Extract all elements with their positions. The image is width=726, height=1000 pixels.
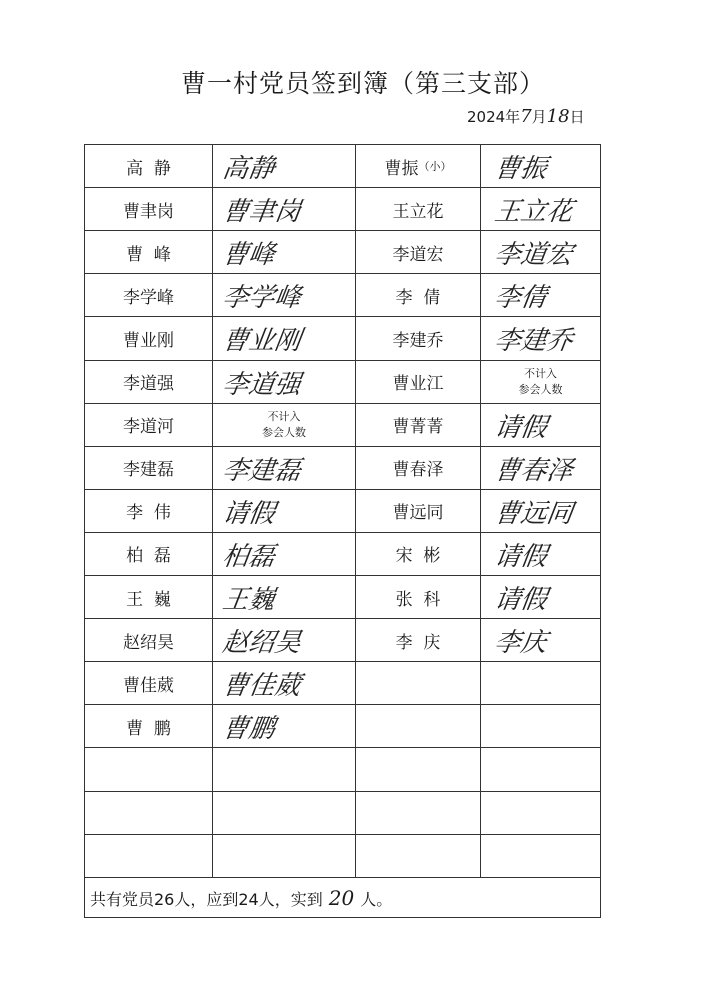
handwritten-signature: 王立花 bbox=[492, 196, 575, 227]
member-name: 李建磊 bbox=[123, 460, 174, 481]
handwritten-signature: 曹振 bbox=[492, 153, 549, 184]
table-rule bbox=[84, 877, 600, 878]
handwritten-signature: 高静 bbox=[220, 153, 277, 184]
member-name-text: 王立花 bbox=[392, 201, 444, 222]
summary-actual-count: 20 bbox=[328, 886, 355, 910]
member-name-text: 曹业江 bbox=[392, 374, 444, 395]
member-name bbox=[356, 145, 480, 187]
member-name-text: 李道宏 bbox=[392, 244, 444, 265]
member-name-text: 李建乔 bbox=[392, 330, 444, 351]
member-name bbox=[356, 490, 480, 532]
note-line: 参会人数 bbox=[262, 425, 306, 439]
handwritten-signature: 曹鹏 bbox=[220, 713, 277, 744]
summary-prefix: 共有党员26人，应到24人，实到 bbox=[90, 890, 323, 909]
member-name: 王 巍 bbox=[126, 589, 171, 610]
date-month: 7 bbox=[520, 106, 532, 127]
handwritten-signature: 曹春泽 bbox=[492, 455, 575, 486]
table-rule bbox=[84, 791, 600, 792]
handwritten-signature: 李建磊 bbox=[220, 455, 303, 486]
member-name bbox=[356, 533, 480, 575]
table-rule bbox=[84, 834, 600, 835]
member-name: 赵绍昊 bbox=[123, 632, 174, 653]
handwritten-signature: 曹峰 bbox=[220, 239, 277, 270]
member-name-text: 宋 彬 bbox=[395, 546, 441, 567]
handwritten-signature: 曹聿岗 bbox=[220, 196, 303, 227]
summary-suffix: 人。 bbox=[360, 890, 393, 909]
member-name: 曹佳葳 bbox=[123, 675, 174, 696]
handwritten-signature: 请假 bbox=[492, 541, 549, 572]
not-counted-note bbox=[213, 404, 355, 446]
table-rule bbox=[84, 917, 600, 918]
member-name bbox=[356, 274, 480, 316]
handwritten-signature: 曹业刚 bbox=[220, 325, 303, 356]
table-rule bbox=[84, 747, 600, 748]
note-line: 参会人数 bbox=[518, 382, 563, 396]
member-name: 李道强 bbox=[123, 374, 174, 395]
note-line: 不计入 bbox=[524, 366, 557, 380]
handwritten-signature: 李道宏 bbox=[492, 239, 575, 270]
member-name-text: 李 倩 bbox=[395, 287, 441, 308]
member-name-text: 李 庆 bbox=[395, 632, 441, 653]
date-year: 2024年 bbox=[467, 108, 521, 126]
member-name-suffix: （小） bbox=[418, 160, 452, 174]
member-name: 柏 磊 bbox=[126, 546, 171, 567]
member-name bbox=[356, 231, 480, 273]
member-name: 李学峰 bbox=[123, 287, 174, 308]
date-day: 18 bbox=[546, 106, 570, 127]
member-name: 李 伟 bbox=[126, 503, 171, 524]
handwritten-signature: 王巍 bbox=[220, 584, 277, 615]
member-name bbox=[356, 188, 480, 230]
member-name bbox=[356, 317, 480, 359]
date-day-unit: 日 bbox=[569, 108, 585, 126]
note-line: 不计入 bbox=[267, 409, 301, 423]
handwritten-signature: 赵绍昊 bbox=[220, 627, 303, 658]
handwritten-signature: 李倩 bbox=[492, 282, 549, 313]
handwritten-signature: 李道强 bbox=[220, 369, 303, 400]
member-name-text: 张 科 bbox=[395, 589, 441, 610]
date-month-unit: 月 bbox=[531, 108, 547, 126]
member-name bbox=[356, 447, 480, 489]
member-name: 曹业刚 bbox=[123, 330, 174, 351]
member-name: 李道河 bbox=[123, 417, 174, 438]
handwritten-signature: 柏磊 bbox=[220, 541, 277, 572]
attendance-summary bbox=[90, 886, 392, 910]
handwritten-signature: 曹远同 bbox=[492, 498, 575, 529]
handwritten-signature: 李建乔 bbox=[492, 325, 575, 356]
member-name-text: 曹春泽 bbox=[392, 460, 444, 481]
member-name: 曹 鹏 bbox=[126, 718, 171, 739]
handwritten-signature: 请假 bbox=[492, 412, 549, 443]
member-name bbox=[356, 361, 480, 403]
not-counted-note bbox=[481, 361, 600, 403]
handwritten-signature: 请假 bbox=[220, 498, 277, 529]
member-name: 高 静 bbox=[126, 158, 171, 179]
member-name bbox=[356, 619, 480, 661]
member-name: 曹聿岗 bbox=[123, 201, 174, 222]
page-title: 曹一村党员签到簿（第三支部） bbox=[180, 69, 545, 98]
handwritten-signature: 请假 bbox=[492, 584, 549, 615]
date-line bbox=[467, 106, 585, 127]
member-name-text: 曹振 bbox=[384, 158, 419, 179]
handwritten-signature: 李庆 bbox=[492, 627, 549, 658]
member-name: 曹 峰 bbox=[126, 244, 171, 265]
member-name-text: 曹远同 bbox=[392, 503, 444, 524]
member-name bbox=[356, 404, 480, 446]
table-border bbox=[600, 144, 601, 918]
handwritten-signature: 曹佳葳 bbox=[220, 670, 303, 701]
member-name bbox=[356, 576, 480, 618]
handwritten-signature: 李学峰 bbox=[220, 282, 303, 313]
member-name-text: 曹菁菁 bbox=[392, 417, 444, 438]
